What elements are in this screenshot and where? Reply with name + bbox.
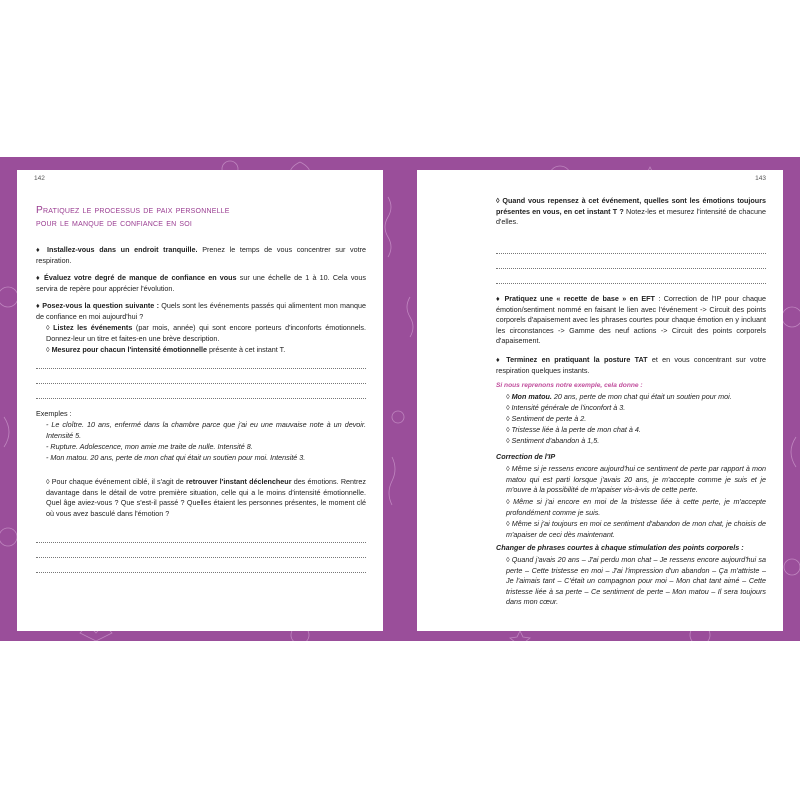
substep-list-text: (par mois, année) qui sont encore porteurs d'inconforts émotionnels. Donnez-leur un titre et faites-en une brève description. [46,323,366,343]
example-title-text: 20 ans, perte de mon chat qui était un soutien pour moi. [551,392,732,401]
step-tat-text: et en vous concentrant sur votre respiration quelques instants. [496,355,766,375]
correction-statement-1: ◊ Même si je ressens encore aujourd'hui ce sentiment de perte par rapport à mon matou qui est parti lorsque j'avais 20 ans, je m'accepte comme je suis et je m'ouvre à la possibilité de m'apaiser vis-à-vis de cette perte. [506,464,766,495]
title-line-2: pour le manque de confiance en soi [36,218,193,229]
step-tat [496,355,766,376]
short-phrases: ◊ Quand j'avais 20 ans – J'ai perdu mon chat – Je ressens encore aujourd'hui sa perte – Cette tristesse en moi – J'ai l'impression d'un abandon – Ça m'attriste – Je l'aimais tant – C'était un compagnon pour moi – Mon chat tant aimé – Cette tristesse liée à sa perte – Ce sentiment de perte – Mon matou – Il sera toujours dans mon cœur. [506,555,766,607]
step-evaluate-text: sur une échelle de 1 à 10. Cela vous servira de repère pour apprécier l'évolution. [36,273,366,293]
step-find-trigger [36,477,366,519]
phrases-heading: Changer de phrases courtes à chaque stimulation des points corporels : [496,543,744,552]
left-page [17,170,383,631]
page-number: 142 [34,175,45,182]
examples-label: Exemples : [36,409,72,418]
writing-line [496,268,766,270]
substep-list-bullet: ◊ [46,323,54,332]
substep-measure-bullet: ◊ [46,345,52,354]
writing-line [36,557,366,559]
emotions-question [496,196,766,228]
step-eft-bold: ♦ Pratiquez une « recette de base » en EFT [496,294,655,303]
step-install [36,245,366,266]
example-intro: Si nous reprenons notre exemple, cela donne : [496,382,643,389]
example-title-bold: Mon matou. [511,392,552,401]
substep-measure-text: présente à cet instant T. [207,345,286,354]
step-find-trigger-bold: retrouver l'instant déclencheur [185,477,292,486]
step-eft [496,294,766,347]
page-title [36,204,230,230]
book-spread [0,157,800,641]
correction-heading: Correction de l'IP [496,452,556,461]
page-number: 143 [755,175,766,182]
example-title [496,392,766,403]
writing-line [36,542,366,544]
step-install-text: Prenez le temps de vous concentrer sur votre respiration. [36,245,366,265]
step-install-bold: ♦ Installez-vous dans un endroit tranquille. [36,245,198,254]
substep-measure [36,345,366,356]
emotions-question-bold: ◊ Quand vous repensez à cet événement, quelles sont les émotions toujours présentes en vous, en cet instant T ? [496,196,766,216]
writing-line [36,368,366,370]
step-question-bold: ♦ Posez-vous la question suivante : [36,301,159,310]
title-line-1: Pratiquez le processus de paix personnelle [36,205,230,216]
step-evaluate-bold: ♦ Évaluez votre degré de manque de confiance en vous [36,273,237,282]
writing-line [496,283,766,285]
correction-statement-2: ◊ Même si j'ai encore en moi de la tristesse liée à cette perte, je m'accepte profondément comme je suis. [506,497,766,517]
example-intensity-sadness: ◊ Tristesse liée à la perte de mon chat à 4. [506,425,641,434]
substep-list-events [36,323,366,344]
example-3: - Mon matou. 20 ans, perte de mon chat qui était un soutien pour moi. Intensité 3. [46,453,306,462]
correction-statement-3: ◊ Même si j'ai toujours en moi ce sentiment d'abandon de mon chat, je choisis de m'apaiser de ceci dès maintenant. [506,519,766,539]
example-2: - Rupture. Adolescence, mon amie me traite de nulle. Intensité 8. [46,442,253,451]
step-eft-text: : Correction de l'IP pour chaque émotion/sentiment nommé en faisant le lien avec l'événement -> Circuit des points corporels d'apaisement avec les phrases courtes pour chaque émotion en y incluant les circonstances -> Gamme des neuf actions -> Circuit des points corporels d'apaisement. [496,294,766,346]
step-question-text: Quels sont les événements passés qui alimentent mon manque de confiance en moi aujourd'hui ? [36,301,366,321]
example-intensity-loss: ◊ Sentiment de perte à 2. [506,414,587,423]
example-intensity-general: ◊ Intensité générale de l'inconfort à 3. [506,403,626,412]
substep-list-bold: Listez les événements [53,323,133,332]
step-find-trigger-pre: ◊ Pour chaque événement ciblé, il s'agit de [46,477,186,486]
writing-line [36,398,366,400]
writing-line [36,572,366,574]
right-page [417,170,783,631]
step-find-trigger-text: des émotions. Rentrez davantage dans le détail de votre première situation, celle qui a le moins d'intensité émotionnelle. Quel âge aviez-vous ? Que s'est-il passé ? Quelles étaient les personnes présentes, le moment clé où vous avez basculé dans l'émotion ? [46,477,366,518]
example-title-bullet: ◊ [506,392,512,401]
example-intensity-abandon: ◊ Sentiment d'abandon à 1,5. [506,436,600,445]
substep-measure-bold: Mesurez pour chacun l'intensité émotionnelle [51,345,208,354]
writing-line [496,253,766,255]
emotions-question-text: Notez-les et mesurez l'intensité de chacune d'elles. [496,206,766,227]
writing-line [36,383,366,385]
example-1: - Le cloître. 10 ans, enfermé dans la chambre parce que j'ai eu une mauvaise note à un devoir. Intensité 5. [46,420,366,440]
step-tat-bold: ♦ Terminez en pratiquant la posture TAT [496,355,648,364]
step-evaluate [36,273,366,294]
step-question [36,301,366,322]
